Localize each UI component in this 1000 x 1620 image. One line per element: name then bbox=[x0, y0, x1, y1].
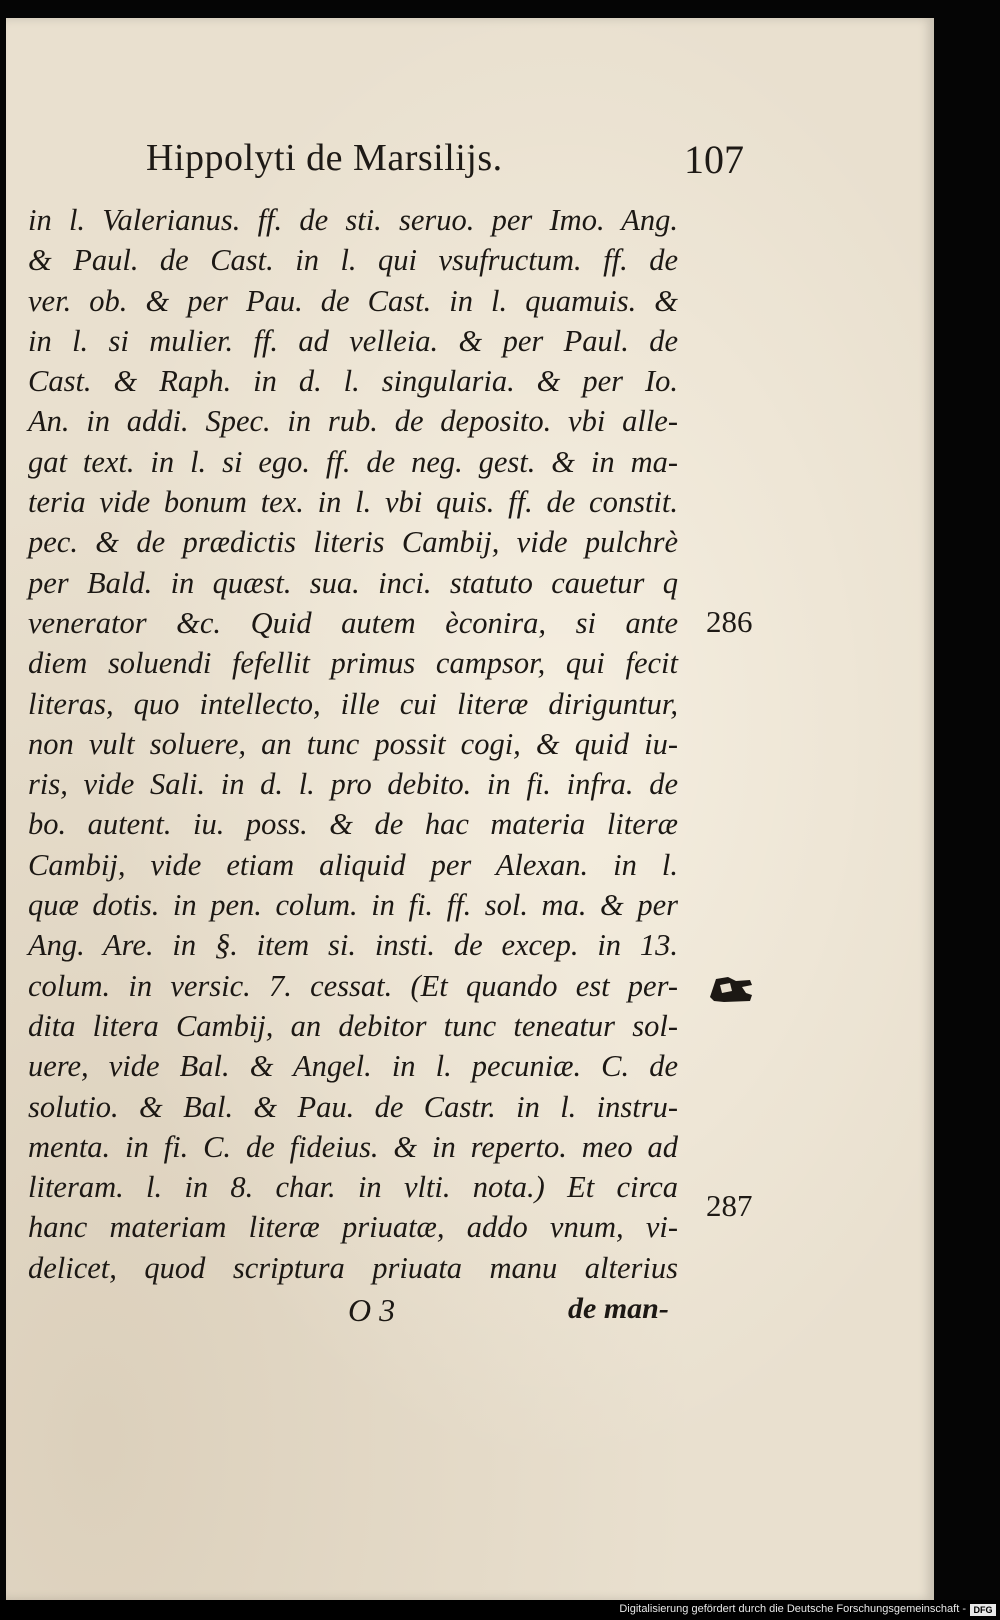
text-line: ver. ob. & per Pau. de Cast. in l. quamuis. & bbox=[28, 283, 678, 318]
digitization-credit: Digitalisierung gefördert durch die Deutsche Forschungsgemeinschaft - bbox=[619, 1603, 966, 1615]
text-line: non vult soluere, an tunc possit cogi, & quid iu- bbox=[28, 726, 678, 761]
text-line: teria vide bonum tex. in l. vbi quis. ff. de constit. bbox=[28, 485, 678, 520]
text-line: An. in addi. Spec. in rub. de deposito. vbi alle- bbox=[28, 404, 678, 439]
page-number: 107 bbox=[684, 137, 744, 182]
text-line: quæ dotis. in pen. colum. in fi. ff. sol. ma. & per bbox=[28, 888, 678, 923]
text-line: pec. & de prædictis literis Cambij, vide pulchrè bbox=[28, 525, 678, 560]
catchword: de man- bbox=[568, 1292, 669, 1325]
text-line: & Paul. de Cast. in l. qui vsufructum. ff. de bbox=[28, 243, 678, 278]
text-line: Cast. & Raph. in d. l. singularia. & per Io. bbox=[28, 364, 678, 399]
text-line: gat text. in l. si ego. ff. de neg. gest. & in ma- bbox=[28, 444, 678, 479]
marginal-note-286: 286 bbox=[706, 604, 753, 639]
text-line: hanc materiam literæ priuatæ, addo vnum, vi- bbox=[28, 1210, 678, 1245]
text-line: solutio. & Bal. & Pau. de Castr. in l. instru- bbox=[28, 1089, 678, 1124]
text-line: ris, vide Sali. in d. l. pro debito. in fi. infra. de bbox=[28, 767, 678, 802]
text-line: literas, quo intellecto, ille cui literæ diriguntur, bbox=[28, 686, 678, 721]
text-line: in l. Valerianus. ff. de sti. seruo. per Imo. Ang. bbox=[28, 203, 678, 237]
signature-mark: O 3 bbox=[348, 1292, 396, 1328]
text-line: in l. si mulier. ff. ad velleia. & per Paul. de bbox=[28, 323, 678, 358]
text-line: bo. autent. iu. poss. & de hac materia literæ bbox=[28, 807, 678, 842]
text-line: colum. in versic. 7. cessat. (Et quando est per- bbox=[28, 968, 678, 1003]
book-page bbox=[6, 18, 934, 1600]
text-line: dita litera Cambij, an debitor tunc teneatur sol- bbox=[28, 1008, 678, 1043]
running-head: Hippolyti de Marsilijs. bbox=[146, 137, 503, 179]
text-line: per Bald. in quæst. sua. inci. statuto cauetur q bbox=[28, 565, 678, 600]
text-line: Cambij, vide etiam aliquid per Alexan. in l. bbox=[28, 847, 678, 882]
dfg-logo: DFG bbox=[970, 1604, 996, 1616]
manicule-mark-icon bbox=[706, 971, 756, 1005]
text-line: uere, vide Bal. & Angel. in l. pecuniæ. C. de bbox=[28, 1049, 678, 1084]
text-line: venerator &c. Quid autem èconira, si ante bbox=[28, 605, 678, 640]
marginal-note-287: 287 bbox=[706, 1188, 753, 1223]
text-line: Ang. Are. in §. item si. insti. de excep. in 13. bbox=[28, 928, 678, 963]
text-line: menta. in fi. C. de fideius. & in reperto. meo ad bbox=[28, 1129, 678, 1164]
text-line: diem soluendi fefellit primus campsor, qui fecit bbox=[28, 646, 678, 681]
text-line: delicet, quod scriptura priuata manu alterius bbox=[28, 1250, 678, 1285]
text-line: literam. l. in 8. char. in vlti. nota.) Et circa bbox=[28, 1170, 678, 1205]
body-text bbox=[28, 200, 678, 1288]
